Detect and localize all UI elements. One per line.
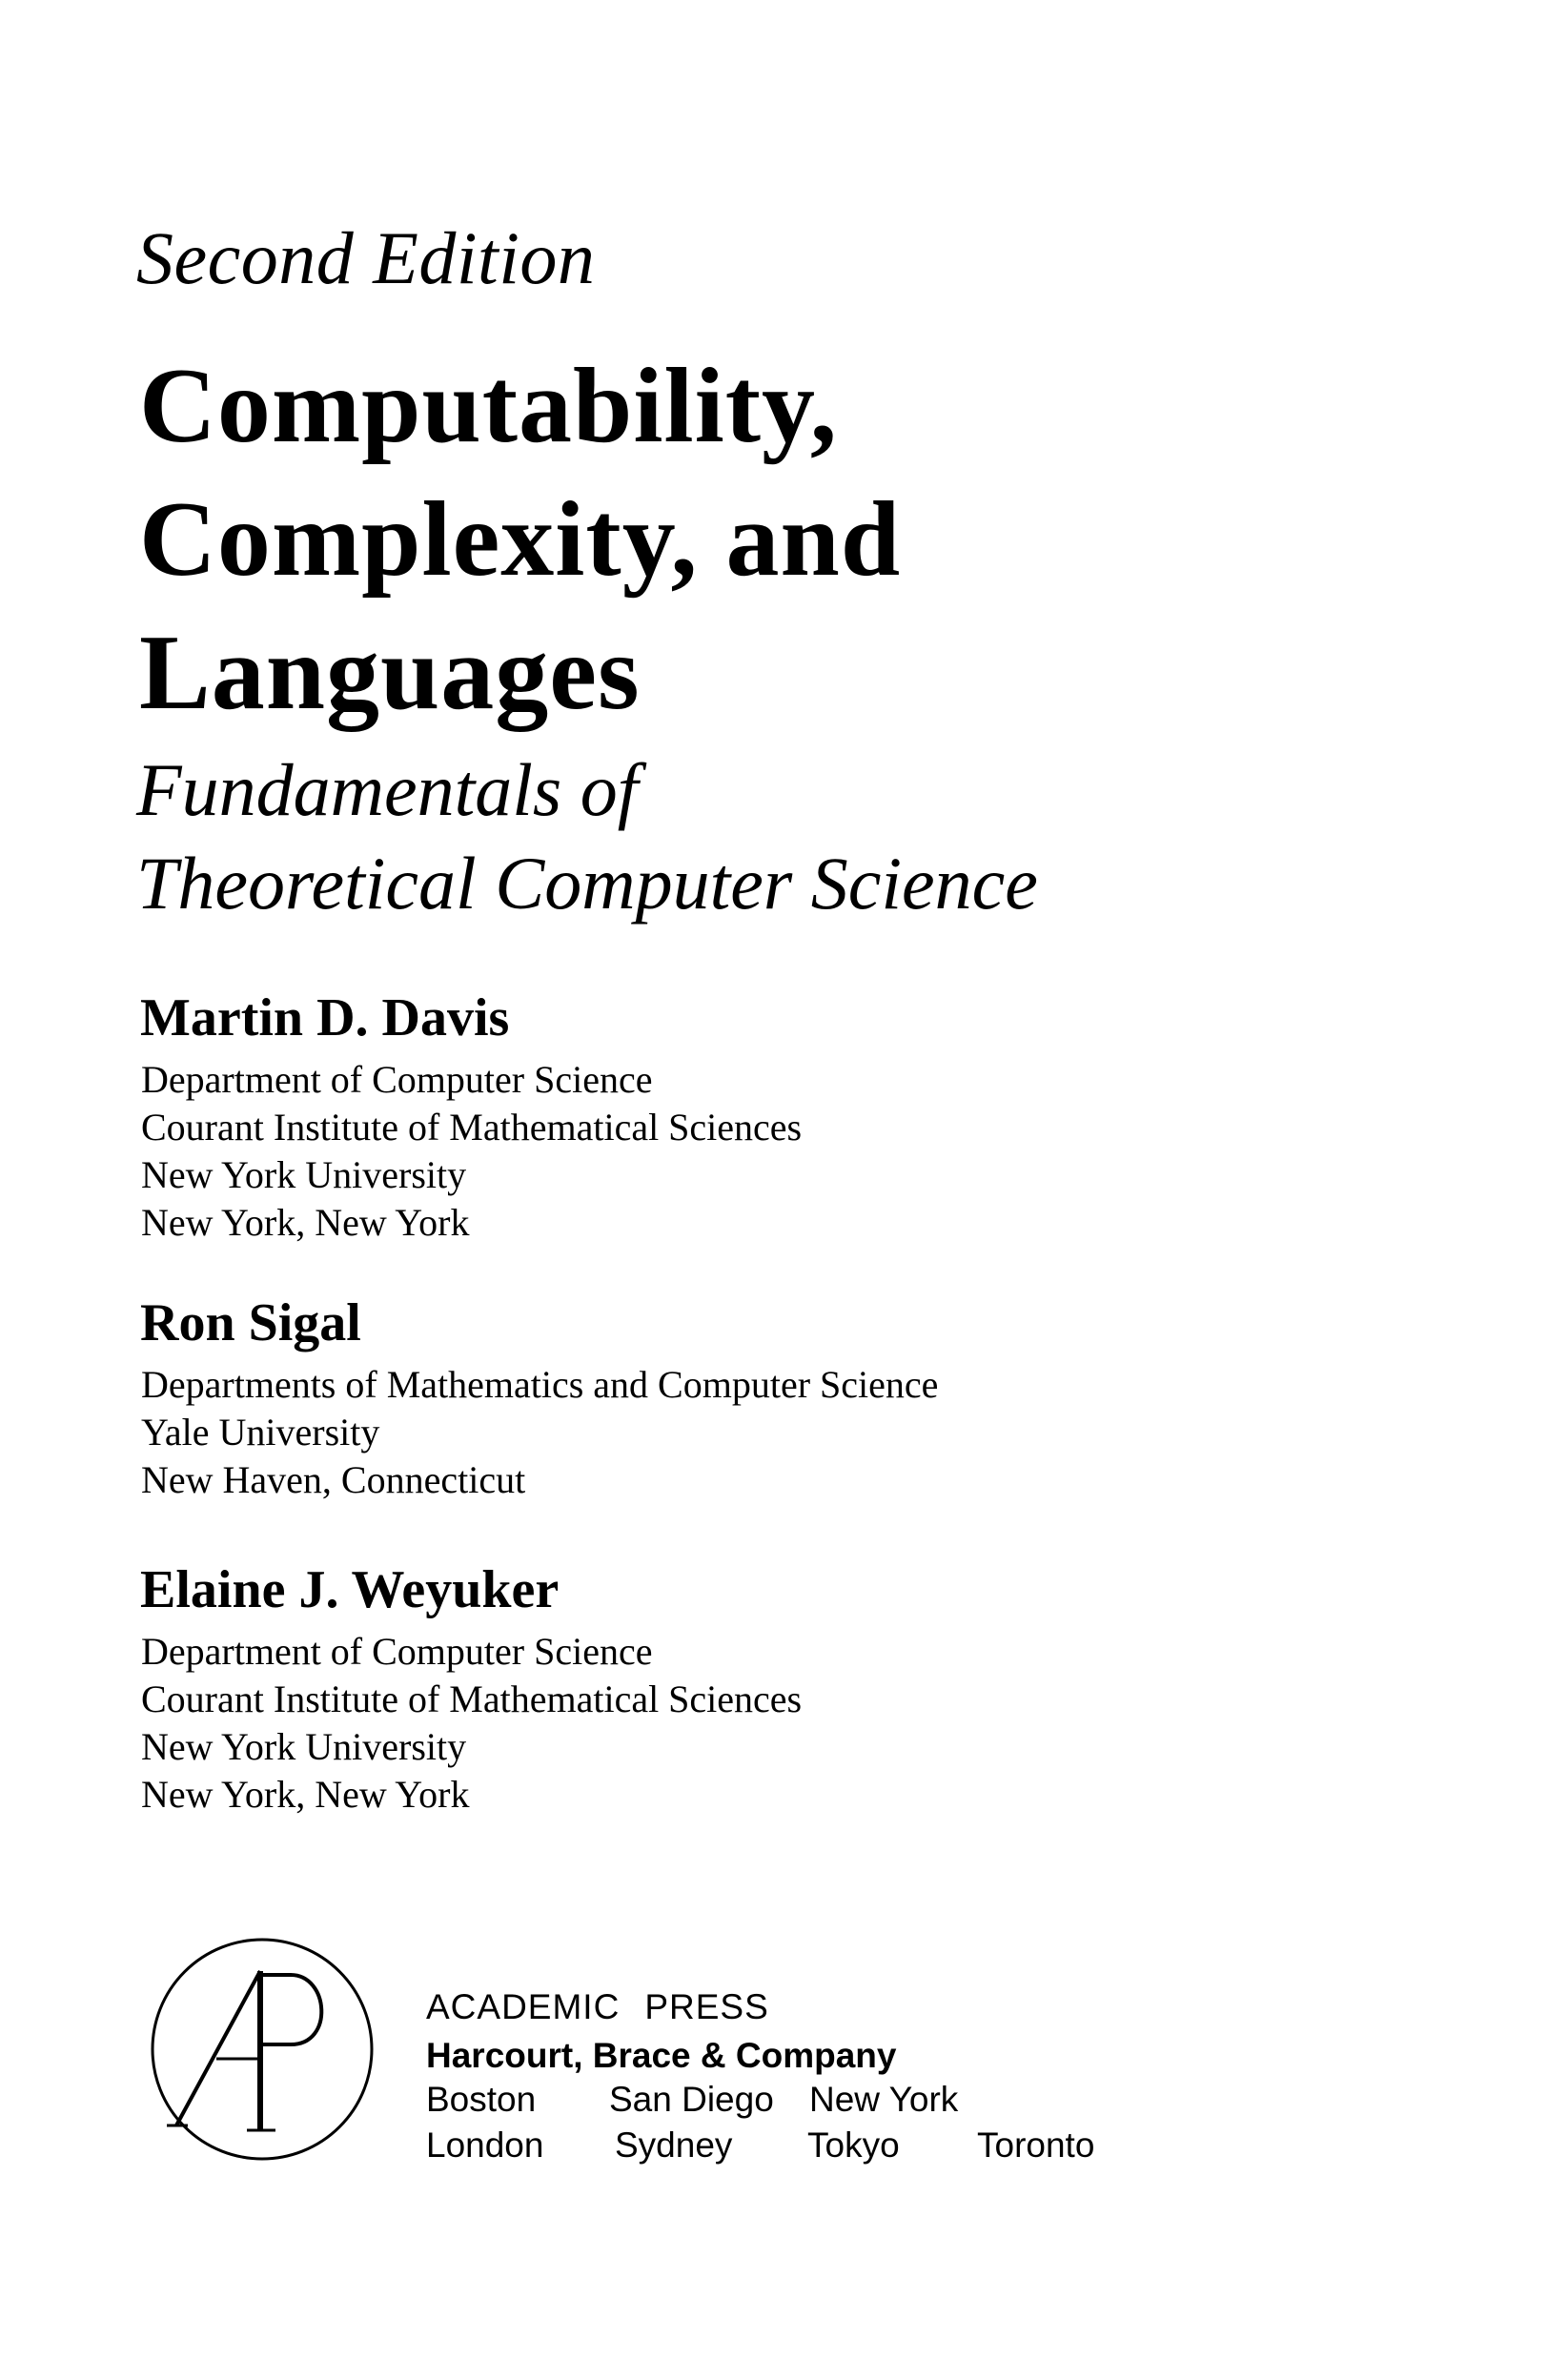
author-name-davis: Martin D. Davis	[140, 988, 510, 1047]
affiliation-line: Courant Institute of Mathematical Sciences	[141, 1106, 803, 1149]
author-affiliation-davis	[141, 1056, 802, 1247]
affiliation-line: Yale University	[141, 1411, 380, 1454]
city: San Diego	[609, 2080, 774, 2119]
affiliation-line: New York University	[141, 1153, 467, 1196]
author-affiliation-sigal	[141, 1361, 938, 1504]
affiliation-line: New Haven, Connecticut	[141, 1458, 526, 1501]
affiliation-line: Departments of Mathematics and Computer Science	[141, 1363, 939, 1406]
academic-press-logo-icon	[148, 1935, 377, 2164]
book-title-line-3: Languages	[139, 614, 641, 732]
subtitle-line-2: Theoretical Computer Science	[136, 842, 1038, 925]
publisher-name-word: ACADEMIC	[426, 1987, 621, 2026]
author-name-weyuker: Elaine J. Weyuker	[140, 1560, 560, 1619]
affiliation-line: New York, New York	[141, 1773, 470, 1816]
city: Tokyo	[807, 2125, 900, 2165]
book-title-line-1: Computability,	[139, 347, 838, 465]
author-affiliation-weyuker	[141, 1628, 802, 1819]
affiliation-line: Department of Computer Science	[141, 1630, 653, 1673]
city: London	[426, 2125, 544, 2165]
book-title-line-2: Complexity, and	[139, 480, 902, 599]
city: Sydney	[615, 2125, 733, 2165]
affiliation-line: New York, New York	[141, 1201, 470, 1244]
author-name-sigal: Ron Sigal	[140, 1293, 361, 1352]
affiliation-line: Courant Institute of Mathematical Sciences	[141, 1678, 803, 1720]
city: Toronto	[977, 2125, 1095, 2165]
subtitle-line-1: Fundamentals of	[136, 748, 639, 831]
publisher-parent-company: Harcourt, Brace & Company	[426, 2036, 897, 2075]
city: Boston	[426, 2080, 537, 2119]
affiliation-line: Department of Computer Science	[141, 1058, 653, 1101]
publisher-name-word: PRESS	[644, 1987, 769, 2026]
publisher-name	[426, 1989, 769, 2024]
city: New York	[809, 2080, 959, 2119]
edition-label: Second Edition	[136, 216, 596, 299]
affiliation-line: New York University	[141, 1725, 467, 1768]
